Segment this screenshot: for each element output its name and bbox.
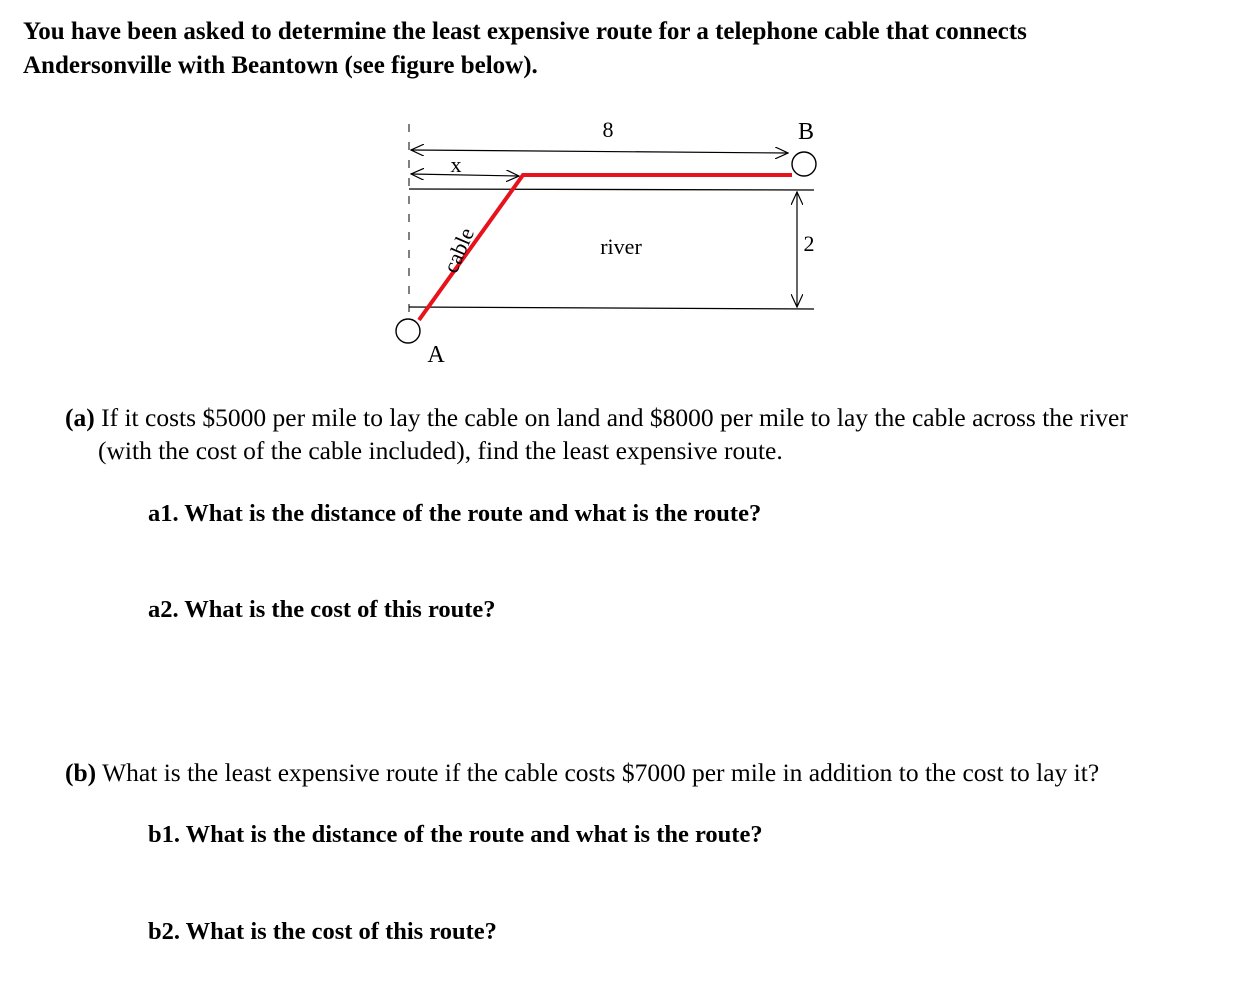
part-b-line-1 [65,757,1099,789]
label-a: A [427,342,445,368]
question-a1: a1. What is the distance of the route and what is the route? [148,500,762,527]
question-a2: a2. What is the cost of this route? [148,596,496,623]
dimension-x-arrow [411,174,519,176]
point-b-circle [792,152,816,176]
label-2: 2 [803,231,815,256]
part-a-marker: (a) [65,403,95,432]
label-cable: cable [437,223,480,277]
part-a-text-1: If it costs $5000 per mile to lay the cable on land and $8000 per mile to lay the cable across the river [101,403,1128,432]
route-diagram [386,110,836,375]
part-a-line-2: (with the cost of the cable included), find the least expensive route. [98,436,783,465]
part-b-marker: (b) [65,758,97,787]
river-bank-bottom [409,307,814,309]
point-a-circle [396,319,420,343]
label-river: river [600,234,642,259]
label-b: B [797,119,815,145]
part-b-text-1: What is the least expensive route if the cable costs $7000 per mile in addition to the cost to lay it? [102,758,1100,787]
river-bank-top [409,189,814,190]
question-b1: b1. What is the distance of the route and what is the route? [148,821,763,848]
question-b2: b2. What is the cost of this route? [148,918,497,945]
label-8: 8 [602,117,614,142]
intro-line-1: You have been asked to determine the least expensive route for a telephone cable that connects [23,18,1027,45]
intro-line-2: Andersonville with Beantown (see figure below). [23,52,538,79]
label-x: x [450,152,462,177]
part-a-line-1 [65,402,1128,434]
dimension-8-arrow [411,150,788,153]
